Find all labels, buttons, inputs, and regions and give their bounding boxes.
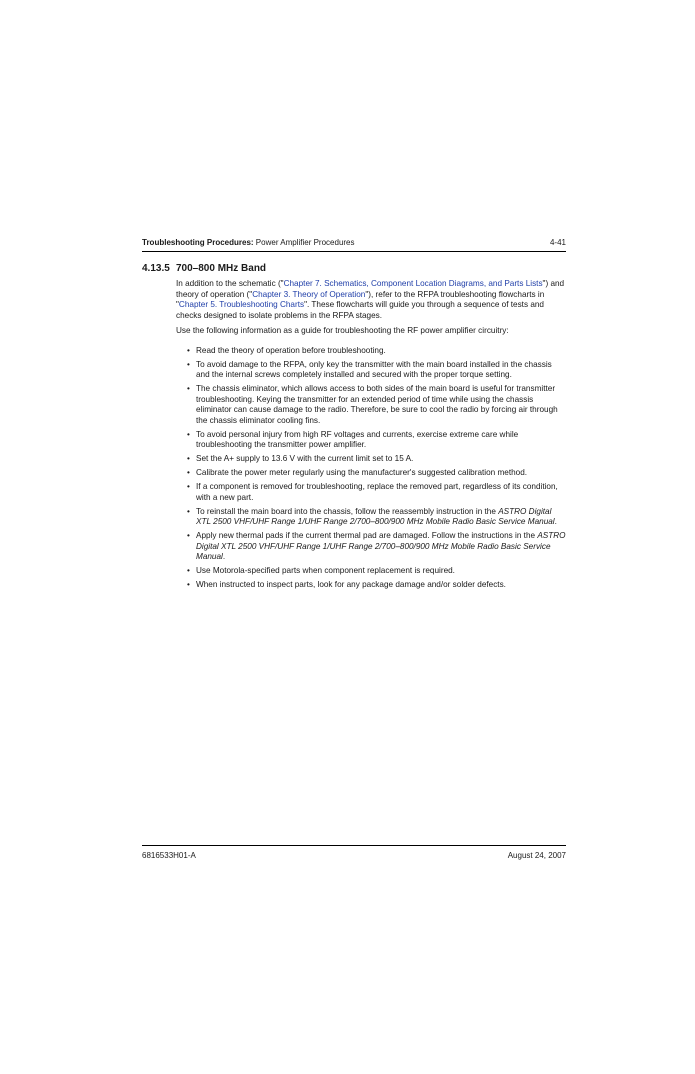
list-item-text: To avoid damage to the RFPA, only key the transmitter with the main board installed in the chassis and the internal screws completely installed and secured with the proper torque setting. <box>196 359 552 379</box>
list-item-text: Set the A+ supply to 13.6 V with the current limit set to 15 A. <box>196 454 414 463</box>
list-item-text: The chassis eliminator, which allows access to both sides of the main board is useful for transmitter troubleshooting. Keying the transmitter for an extended period of time while using the chassis eliminator can cause damage to the radio. Therefore, be sure to cool the radio by forcing air through the chassis eliminator cooling fins. <box>196 384 558 425</box>
intro-text-3: "), refer to the RFPA troubleshooting flowcharts in " <box>176 289 545 309</box>
list-item <box>176 454 566 465</box>
header-rule <box>142 251 566 252</box>
section-title: 700–800 MHz Band <box>176 263 267 274</box>
list-item <box>176 507 566 528</box>
list-item <box>176 346 566 357</box>
intro-text-4: ". These flowcharts will guide you through a sequence of tests and checks designed to isolate problems in the RFPA stages. <box>176 300 544 320</box>
list-item-text: Apply new thermal pads if the current thermal pad are damaged. Follow the instructions in the <box>196 531 538 540</box>
page-header <box>142 237 566 248</box>
list-item-text: Read the theory of operation before troubleshooting. <box>196 345 386 355</box>
manual-title: ASTRO Digital XTL 2500 VHF/UHF Range 1/UHF Range 2/700–800/900 MHz Mobile Radio Basic Service Manual <box>196 531 566 561</box>
bullet-icon: • <box>187 580 190 589</box>
list-item <box>176 384 566 426</box>
list-item-text: To avoid personal injury from high RF voltages and currents, exercise extreme care while troubleshooting the transmitter power amplifier. <box>196 429 519 449</box>
list-item-text: When instructed to inspect parts, look for any package damage and/or solder defects. <box>196 580 506 589</box>
list-item <box>176 468 566 479</box>
list-item <box>176 482 566 503</box>
doc-number: 6816533H01-A <box>142 851 196 860</box>
page-number: 4-41 <box>549 238 566 247</box>
link-chapter-3[interactable]: Chapter 3. Theory of Operation <box>252 289 366 299</box>
footer-rule <box>142 845 566 846</box>
footer-date: August 24, 2007 <box>507 851 566 860</box>
list-item-text: . <box>554 517 557 526</box>
bullet-icon: • <box>187 531 190 540</box>
list-item-text: If a component is removed for troubleshooting, replace the removed part, regardless of its condition, with a new part. <box>196 482 558 502</box>
list-item <box>176 580 566 591</box>
intro-text-1: In addition to the schematic (" <box>176 279 284 288</box>
bullet-icon: • <box>187 566 190 575</box>
list-item <box>176 531 566 563</box>
section-body <box>176 279 566 594</box>
list-item <box>176 566 566 577</box>
bullet-icon: • <box>187 429 190 439</box>
list-item <box>176 430 566 451</box>
list-item-text: To reinstall the main board into the chassis, follow the reassembly instruction in the <box>196 506 499 516</box>
list-item <box>176 360 566 381</box>
section-heading <box>142 262 266 275</box>
bullet-list <box>176 346 566 591</box>
bullet-icon: • <box>187 345 190 355</box>
bullet-icon: • <box>187 468 190 477</box>
bullet-icon: • <box>187 454 190 463</box>
bullet-icon: • <box>187 384 190 393</box>
list-item-text: Use Motorola-specified parts when component replacement is required. <box>196 566 455 575</box>
guide-paragraph: Use the following information as a guide for troubleshooting the RF power amplifier circuitry: <box>176 326 509 335</box>
header-section: Power Amplifier Procedures <box>253 238 355 247</box>
page-footer <box>142 850 566 861</box>
intro-text-2: ") and theory of operation (" <box>176 279 565 299</box>
section-number: 4.13.5 <box>142 263 170 274</box>
list-item-text: Calibrate the power meter regularly using the manufacturer's suggested calibration method. <box>196 468 528 477</box>
manual-title: ASTRO Digital XTL 2500 VHF/UHF Range 1/UHF Range 2/700–800/900 MHz Mobile Radio Basic Service Manual <box>196 506 555 526</box>
list-item-text: . <box>222 552 226 561</box>
link-chapter-7[interactable]: Chapter 7. Schematics, Component Location Diagrams, and Parts Lists <box>283 279 543 288</box>
bullet-icon: • <box>187 482 190 491</box>
bullet-icon: • <box>187 506 190 516</box>
intro-paragraph <box>176 279 566 321</box>
link-chapter-5[interactable]: Chapter 5. Troubleshooting Charts <box>178 300 305 309</box>
header-chapter: Troubleshooting Procedures: <box>142 238 254 247</box>
bullet-icon: • <box>187 359 190 369</box>
